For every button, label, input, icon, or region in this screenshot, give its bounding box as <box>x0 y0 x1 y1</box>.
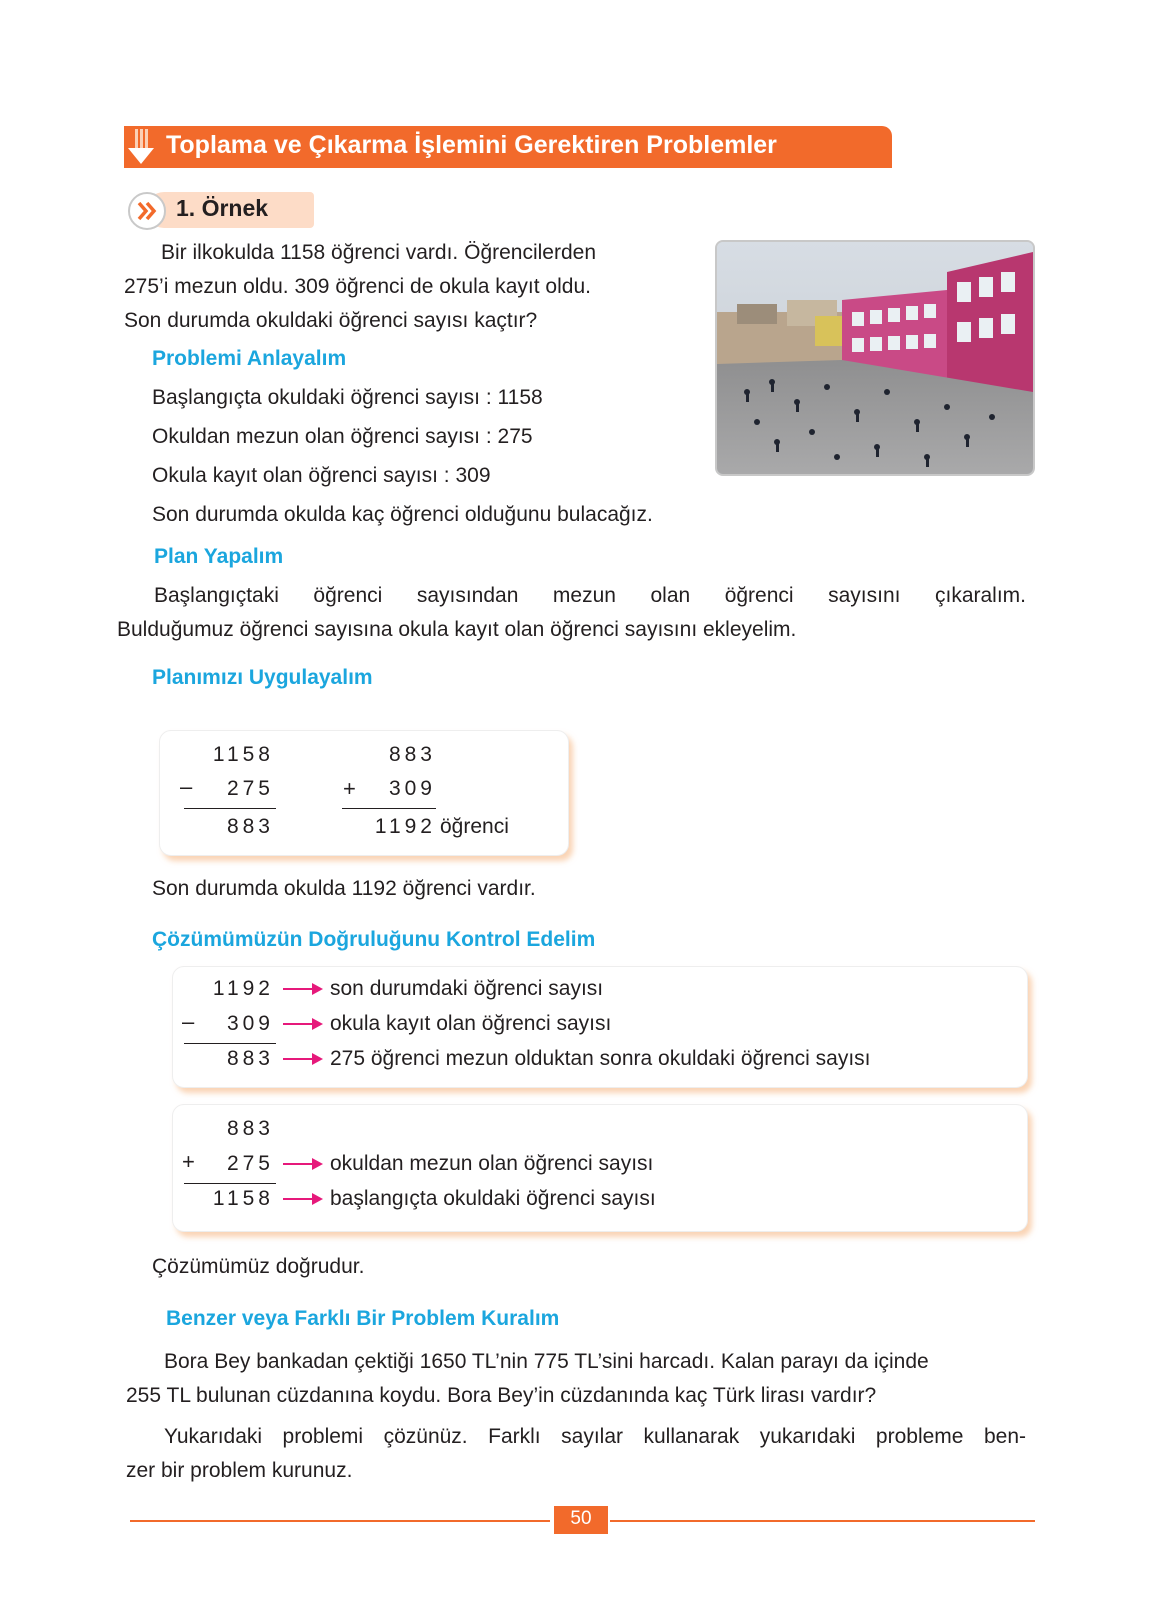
addition-bottom: 309 <box>388 777 436 800</box>
check1-sign: – <box>182 1009 195 1034</box>
right-arrow-icon <box>282 1192 324 1206</box>
right-arrow-icon <box>282 982 324 996</box>
down-arrow-icon <box>126 126 156 168</box>
understand-line: Son durumda okulda kaç öğrenci olduğunu bulacağız. <box>152 503 653 526</box>
section-heading-plan: Plan Yapalım <box>154 545 284 568</box>
addition-rule <box>342 808 436 809</box>
example-label: 1. Örnek <box>176 195 269 221</box>
subtraction-bottom: 275 <box>226 777 274 800</box>
section-heading-check: Çözümümüzün Doğruluğunu Kontrol Edelim <box>152 928 596 951</box>
understand-line: Başlangıçta okuldaki öğrenci sayısı : 1158 <box>152 386 543 409</box>
similar-paragraph-line: Bora Bey bankadan çektiği 1650 TL’nin 775 TL’sini harcadı. Kalan parayı da içinde <box>164 1350 929 1373</box>
check1-number: 1192 <box>212 977 274 1000</box>
problem-line: Son durumda okuldaki öğrenci sayısı kaçtır? <box>124 309 538 332</box>
check2-sign: + <box>182 1149 195 1174</box>
addition-unit: öğrenci <box>440 815 509 838</box>
check1-description: okula kayıt olan öğrenci sayısı <box>330 1012 612 1035</box>
subtraction-rule <box>184 808 276 809</box>
check2-number: 883 <box>226 1117 274 1140</box>
understand-line: Okuldan mezun olan öğrenci sayısı : 275 <box>152 425 533 448</box>
check1-description: 275 öğrenci mezun olduktan sonra okuldaki öğrenci sayısı <box>330 1047 871 1070</box>
check2-description: başlangıçta okuldaki öğrenci sayısı <box>330 1187 656 1210</box>
double-chevron-icon <box>128 192 166 230</box>
understand-line: Okula kayıt olan öğrenci sayısı : 309 <box>152 464 491 487</box>
check2-number: 1158 <box>212 1187 274 1210</box>
page-number: 50 <box>570 1508 592 1529</box>
check1-description: son durumdaki öğrenci sayısı <box>330 977 604 1000</box>
apply-conclusion: Son durumda okulda 1192 öğrenci vardır. <box>152 877 536 900</box>
footer-rule-left <box>130 1520 550 1522</box>
section-heading-apply: Planımızı Uygulayalım <box>152 666 373 689</box>
addition-sign: + <box>343 776 356 801</box>
right-arrow-icon <box>282 1017 324 1031</box>
section-heading-similar: Benzer veya Farklı Bir Problem Kuralım <box>166 1307 560 1330</box>
school-yard-photo <box>715 240 1035 476</box>
section-heading-understand: Problemi Anlayalım <box>152 347 347 370</box>
plan-line: Başlangıçtaki öğrenci sayısından mezun olan öğrenci sayısını çıkaralım. <box>154 584 1026 607</box>
subtraction-top: 1158 <box>212 743 274 766</box>
check-conclusion: Çözümümüz doğrudur. <box>152 1255 365 1278</box>
check1-number: 309 <box>226 1012 274 1035</box>
check1-number: 883 <box>226 1047 274 1070</box>
similar-paragraph-line: 255 TL bulunan cüzdanına koydu. Bora Bey’in cüzdanında kaç Türk lirası vardır? <box>126 1384 877 1407</box>
footer-rule-right <box>610 1520 1035 1522</box>
subtraction-sign: – <box>180 774 193 799</box>
right-arrow-icon <box>282 1052 324 1066</box>
check2-description: okuldan mezun olan öğrenci sayısı <box>330 1152 654 1175</box>
problem-line: Bir ilkokulda 1158 öğrenci vardı. Öğrencilerden <box>161 241 597 264</box>
problem-line: 275’i mezun oldu. 309 öğrenci de okula kayıt oldu. <box>124 275 591 298</box>
addition-top: 883 <box>388 743 436 766</box>
plan-line: Bulduğumuz öğrenci sayısına okula kayıt olan öğrenci sayısını ekleyelim. <box>117 618 797 641</box>
similar-paragraph-line: Yukarıdaki problemi çözünüz. Farklı sayılar kullanarak yukarıdaki probleme ben- <box>164 1425 1026 1448</box>
right-arrow-icon <box>282 1157 324 1171</box>
section-title: Toplama ve Çıkarma İşlemini Gerektiren Problemler <box>166 131 777 159</box>
addition-result: 1192 <box>374 815 436 838</box>
subtraction-result: 883 <box>226 815 274 838</box>
check2-number: 275 <box>226 1152 274 1175</box>
similar-paragraph-line: zer bir problem kurunuz. <box>126 1459 353 1482</box>
